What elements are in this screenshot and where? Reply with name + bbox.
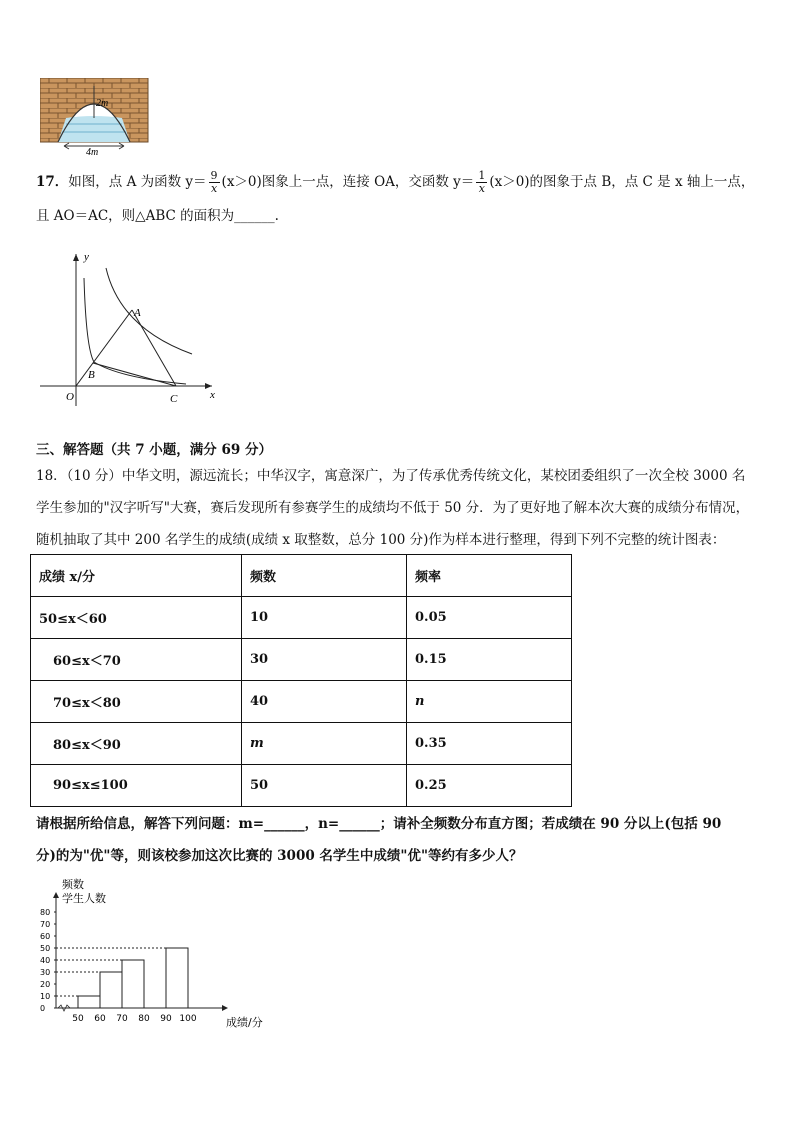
header-score: 成绩 x/分	[31, 555, 242, 597]
y-tick-label: 50	[40, 944, 51, 953]
y-tick-label: 40	[40, 956, 51, 965]
x-tick-label: 50	[72, 1014, 84, 1024]
arch-figure	[40, 78, 150, 156]
cell-rate: 0.25	[407, 765, 572, 807]
cell-rate: n	[407, 681, 572, 723]
frac1-numerator: 9	[210, 169, 218, 182]
q17-number: 17．	[36, 174, 69, 190]
x-tick-label: 80	[138, 1014, 150, 1024]
y-tick-label: 30	[40, 968, 51, 977]
cell-frequency: 10	[242, 597, 407, 639]
q17-text-a: 如图，点 A 为函数 y＝	[68, 174, 207, 190]
q18-line3: 随机抽取了其中 200 名学生的成绩(成绩 x 取整数，总分 100 分)作为样本进行整理，得到下列不完整的统计图表：	[36, 532, 726, 548]
table-row	[31, 765, 572, 807]
frac2-denominator: x	[478, 182, 485, 195]
chart-ylabel: 学生人数	[62, 892, 106, 905]
cell-frequency: 50	[242, 765, 407, 807]
graph-x-label: x	[210, 389, 215, 401]
x-axis-arrow	[222, 1005, 228, 1011]
table-row	[31, 597, 572, 639]
x-tick-label: 100	[179, 1014, 197, 1024]
header-rate: 频率	[407, 555, 572, 597]
graph-point-b: B	[88, 369, 95, 381]
histogram-bar	[78, 996, 100, 1008]
q18-line2: 学生参加的"汉字听写"大赛，赛后发现所有参赛学生的成绩均不低于 50 分．为了更好地了解本次大赛的成绩分布情况，	[36, 500, 750, 516]
frac2-numerator: 1	[478, 169, 486, 182]
frequency-table	[30, 554, 572, 807]
q17-text-c: (x＞0)的图象于点 B，点 C 是 x 轴上一点，	[489, 174, 755, 190]
y-tick-label: 60	[40, 932, 51, 941]
x-tick-label: 70	[116, 1014, 128, 1024]
cell-score: 90≤x≤100	[31, 765, 242, 807]
cell-score: 80≤x＜90	[31, 723, 242, 765]
histogram-bar	[100, 972, 122, 1008]
histogram-bar	[166, 948, 188, 1008]
graph-point-c: C	[170, 393, 178, 405]
q18-question-line1: 请根据所给信息，解答下列问题：m=______，n=______；请补全频数分布直方图；若成绩在 90 分以上(包括 90	[36, 816, 722, 832]
cell-score: 70≤x＜80	[31, 681, 242, 723]
table-header-row	[31, 555, 572, 597]
q18-line1: 18．（10 分）中华文明，源远流长；中华汉字，寓意深广，为了传承优秀传统文化，某校团委组织了一次全校 3000 名	[36, 468, 746, 484]
y-axis-arrow	[53, 892, 59, 898]
cell-score: 50≤x＜60	[31, 597, 242, 639]
table-row	[31, 681, 572, 723]
chart-xlabel: 成绩/分	[226, 1016, 263, 1029]
cell-frequency: 30	[242, 639, 407, 681]
table-row	[31, 639, 572, 681]
q17-line2: 且 AO＝AC，则△ABC 的面积为______.	[36, 208, 279, 224]
histogram-bar	[122, 960, 144, 1008]
q18-question-line2: 分)的为"优"等，则该校参加这次比赛的 3000 名学生中成绩"优"等约有多少人？	[36, 848, 523, 864]
graph-y-label: y	[84, 251, 89, 263]
cell-frequency: 40	[242, 681, 407, 723]
graph-point-a: A	[134, 307, 141, 319]
q17-graph	[40, 248, 230, 408]
y-tick-label: 70	[40, 920, 51, 929]
cell-rate: 0.05	[407, 597, 572, 639]
table-row	[31, 723, 572, 765]
y-tick-label: 80	[40, 908, 51, 917]
q17-text-b: (x＞0)图象上一点，连接 OA，交函数 y＝	[221, 174, 475, 190]
frac1-denominator: x	[210, 182, 218, 195]
y-tick-label: 10	[40, 992, 51, 1001]
cell-rate: 0.35	[407, 723, 572, 765]
y-tick-label: 0	[40, 1004, 46, 1013]
arch-height-label: 2m	[96, 98, 109, 109]
cell-rate: 0.15	[407, 639, 572, 681]
q17-line1	[36, 170, 754, 195]
cell-frequency: m	[242, 723, 407, 765]
cell-score: 60≤x＜70	[31, 639, 242, 681]
arch-width-label: 4m	[86, 147, 99, 156]
chart-title: 频数	[62, 878, 84, 891]
q17-fraction-2	[476, 170, 487, 195]
header-frequency: 频数	[242, 555, 407, 597]
graph-origin-label: O	[66, 391, 74, 403]
section-3-title: 三、解答题（共 7 小题，满分 69 分）	[36, 442, 272, 458]
x-tick-label: 90	[160, 1014, 172, 1024]
histogram-chart	[30, 874, 290, 1034]
q17-fraction-1	[209, 170, 220, 195]
y-tick-label: 20	[40, 980, 51, 989]
x-tick-label: 60	[94, 1014, 106, 1024]
